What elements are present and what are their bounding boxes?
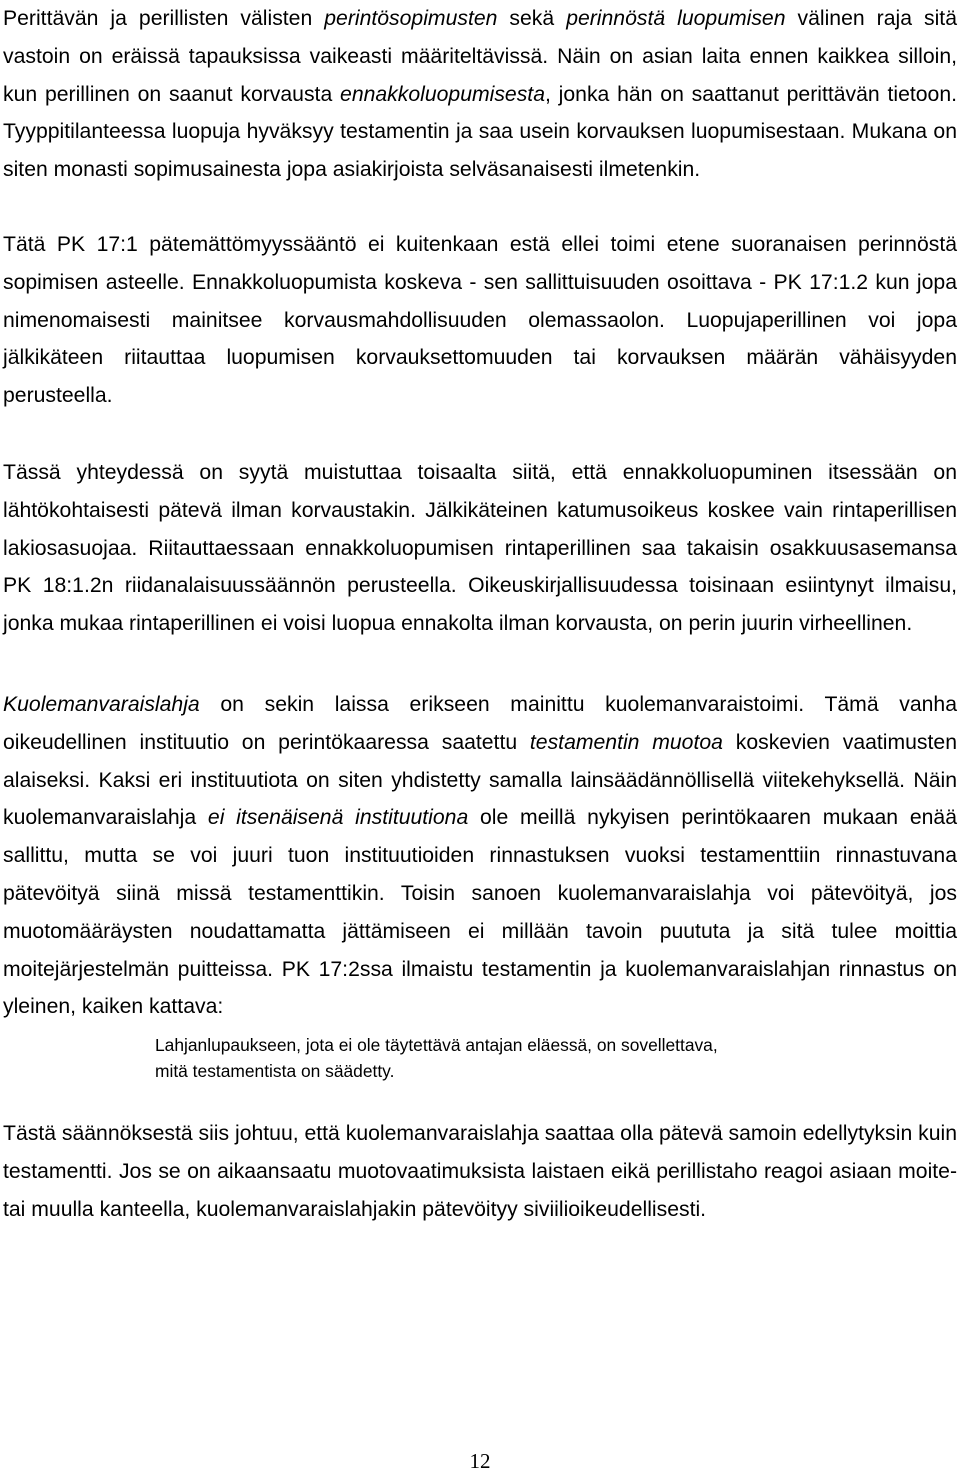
- paragraph-spacer: [3, 643, 957, 686]
- paragraph-conclusion: Tästä säännöksestä siis johtuu, että kuolemanvaraislahja saattaa olla pätevä samoin edellytyksin kuin testamentti. Jos se on aikaansaatu muotovaatimuksista laistaen eikä perillistaho reagoi asiaan moite- tai muulla kanteella, kuolemanvaraislahjakin pätevöityy siviilioikeudellisesti.: [3, 1122, 957, 1221]
- text-run: Perittävän ja perillisten välisten: [3, 7, 325, 30]
- italic-term: Kuolemanvaraislahja: [3, 692, 200, 716]
- statute-quote: Lahjanlupaukseen, jota ei ole täytettävä antajan eläessä, on sovellettava, mitä testamentista on säädetty.: [155, 1035, 718, 1082]
- document-page: [3, 0, 957, 1229]
- paragraph-spacer: [3, 1084, 957, 1115]
- text-run: sekä: [497, 7, 567, 30]
- italic-term: ei itsenäisenä instituutiona: [207, 806, 469, 830]
- paragraph-gift-mortis-causa: [3, 686, 957, 1026]
- italic-term: perinnöstä luopumisen: [566, 7, 786, 30]
- text-run: koskevien vaatimusten alaiseksi. Kaksi eri instituutiota on siten yhdistetty samalla lainsäädännöllisellä viitekehyksellä. Näin kuolemanvaraislahja: [3, 730, 957, 830]
- paragraph-inheritance-agreements: [3, 0, 957, 189]
- paragraph-spacer: [3, 189, 957, 226]
- text-run: on sekin laissa erikseen mainittu kuolemanvaraistoimi. Tämä vanha oikeudellinen instituutio on perintökaaressa saatettu: [3, 692, 957, 754]
- italic-term: ennakkoluopumisesta: [340, 82, 545, 106]
- text-run: ole meillä nykyisen perintökaaren mukaan enää sallittu, mutta se voi juuri tuon instituutioiden rinnastuksen vuoksi testamenttiin rinnastuvana pätevöityä siinä missä testamenttikin. Toisin sanoen kuolemanvaraislahja voi pätevöityä, jos muotomääräysten noudattamatta jättämiseen ei millään tavoin puututa ja sitä tulee moittia moitejärjestelmän puitteissa. PK 17:2ssa ilmaistu testamentin ja kuolemanvaraislahjan rinnastus on yleinen, kaiken kattava:: [3, 806, 957, 1019]
- text-run: , jonka hän on saattanut perittävän tietoon. Tyyppitilanteessa luopuja hyväksyy testamentin ja saa usein korvauksen luopumisestaan. Mukana on siten monasti sopimusainesta jopa asiakirjoista selväsanaisesti ilmetenkin.: [3, 82, 957, 182]
- paragraph-invalidity-rule: Tätä PK 17:1 pätemättömyyssääntö ei kuitenkaan estä ellei toimi etene suoranaisen perinnöstä sopimisen asteelle. Ennakkoluopumista koskeva - sen sallittuisuuden osoittava - PK 17:1.2 kun jopa nimenomaisesti mainitsee korvausmahdollisuuden olemassaolon. Luopujaperillinen voi jopa jälkikäteen riitauttaa luopumisen korvauksettomuuden tai korvauksen määrän vähäisyyden perusteella.: [3, 232, 957, 408]
- italic-term: perintösopimusten: [324, 7, 498, 30]
- page-number: 12: [469, 1449, 491, 1473]
- italic-term: testamentin muotoa: [529, 730, 723, 754]
- paragraph-spacer: [3, 415, 957, 454]
- text-run: välinen raja sitä vastoin on eräissä tapauksissa vaikeasti määriteltävissä. Näin on asian laita ennen kaikkea silloin, kun perillinen on saanut korvausta: [3, 7, 957, 106]
- paragraph-advance-renunciation: Tässä yhteydessä on syytä muistuttaa toisaalta siitä, että ennakkoluopuminen itsessään on lähtökohtaisesti pätevä ilman korvaustakin. Jälkikäteinen katumusoikeus koskee vain rintaperillisen lakiosasuojaa. Riitauttaessaan ennakkoluopumisen rintaperillinen saa takaisin osakkuusasemansa PK 18:1.2n riidanalaisuussäännön perusteella. Oikeuskirjallisuudessa toisinaan esiintynyt ilmaisu, jonka mukaa rintaperillinen ei voisi luopua ennakolta ilman korvausta, on perin juurin virheellinen.: [3, 460, 957, 636]
